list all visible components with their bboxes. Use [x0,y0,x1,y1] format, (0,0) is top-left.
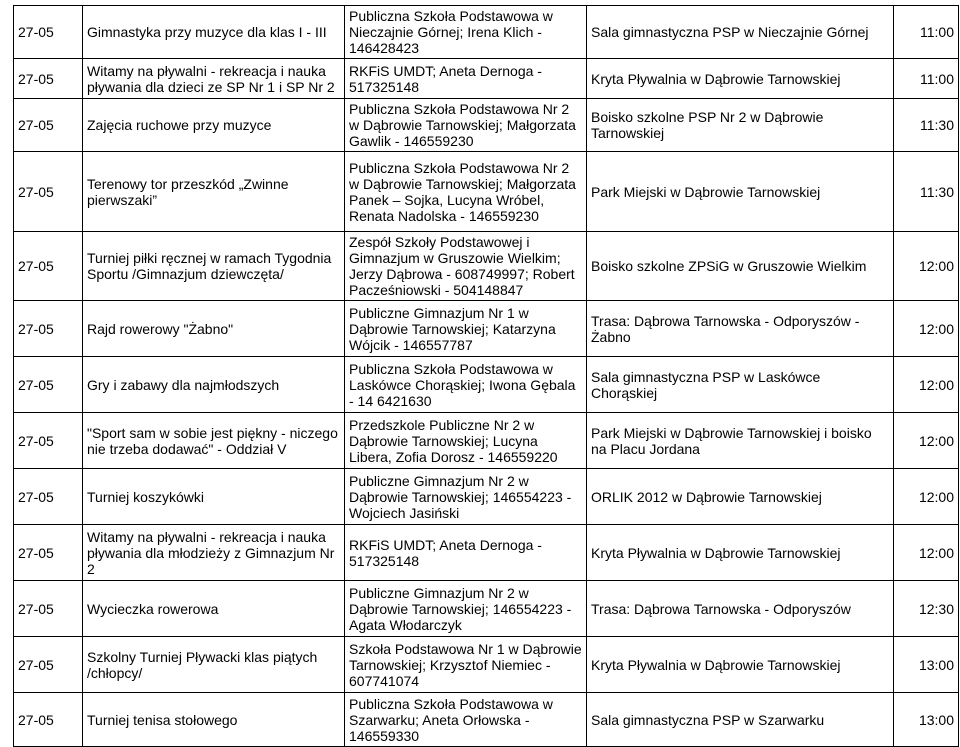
event-time: 12:00 [894,301,959,357]
event-organizer: Publiczna Szkoła Podstawowa Nr 2 w Dąbrowie Tarnowskiej; Małgorzata Panek – Sojka, Lucyna Wróbel, Renata Nadolska - 146559230 [345,152,587,232]
event-date: 27-05 [14,59,83,99]
event-date: 27-05 [14,413,83,469]
event-place: Boisko szkolne ZPSiG w Gruszowie Wielkim [587,232,894,301]
table-row [14,6,959,59]
event-time: 12:30 [894,581,959,637]
event-date: 27-05 [14,581,83,637]
event-organizer: Publiczne Gimnazjum Nr 2 w Dąbrowie Tarnowskiej; 146554223 - Agata Włodarczyk [345,581,587,637]
event-name: Turniej piłki ręcznej w ramach Tygodnia Sportu /Gimnazjum dziewczęta/ [83,232,345,301]
event-organizer: Publiczne Gimnazjum Nr 1 w Dąbrowie Tarnowskiej; Katarzyna Wójcik - 146557787 [345,301,587,357]
event-place: Park Miejski w Dąbrowie Tarnowskiej [587,152,894,232]
event-organizer: RKFiS UMDT; Aneta Dernoga - 517325148 [345,525,587,581]
table-row [14,637,959,693]
event-date: 27-05 [14,152,83,232]
table-row [14,413,959,469]
event-date: 27-05 [14,99,83,152]
table-row [14,693,959,747]
event-time: 11:00 [894,59,959,99]
event-name: Turniej tenisa stołowego [83,693,345,747]
table-row [14,152,959,232]
table-row [14,99,959,152]
event-place: Boisko szkolne PSP Nr 2 w Dąbrowie Tarnowskiej [587,99,894,152]
event-organizer: Zespół Szkoły Podstawowej i Gimnazjum w Gruszowie Wielkim; Jerzy Dąbrowa - 608749997; Robert Pacześniowski - 504148847 [345,232,587,301]
event-organizer: Publiczne Gimnazjum Nr 2 w Dąbrowie Tarnowskiej; 146554223 - Wojciech Jasiński [345,469,587,525]
table-row [14,301,959,357]
event-name: Turniej koszykówki [83,469,345,525]
event-time: 12:00 [894,525,959,581]
event-organizer: Publiczna Szkoła Podstawowa w Szarwarku; Aneta Orłowska - 146559330 [345,693,587,747]
event-organizer: Szkoła Podstawowa Nr 1 w Dąbrowie Tarnowskiej; Krzysztof Niemiec - 607741074 [345,637,587,693]
events-table [13,5,959,747]
event-place: ORLIK 2012 w Dąbrowie Tarnowskiej [587,469,894,525]
event-name: Zajęcia ruchowe przy muzyce [83,99,345,152]
event-place: Kryta Pływalnia w Dąbrowie Tarnowskiej [587,637,894,693]
event-place: Kryta Pływalnia w Dąbrowie Tarnowskiej [587,59,894,99]
event-place: Park Miejski w Dąbrowie Tarnowskiej i boisko na Placu Jordana [587,413,894,469]
event-organizer: Publiczna Szkoła Podstawowa w Laskówce Chorąskiej; Iwona Gębala - 14 6421630 [345,357,587,413]
event-name: Gry i zabawy dla najmłodszych [83,357,345,413]
event-time: 11:00 [894,6,959,59]
event-date: 27-05 [14,469,83,525]
event-time: 11:30 [894,99,959,152]
event-time: 11:30 [894,152,959,232]
event-time: 12:00 [894,357,959,413]
table-row [14,357,959,413]
event-name: "Sport sam w sobie jest piękny - niczego nie trzeba dodawać" - Oddział V [83,413,345,469]
table-row [14,525,959,581]
table-row [14,232,959,301]
event-name: Witamy na pływalni - rekreacja i nauka pływania dla młodzieży z Gimnazjum Nr 2 [83,525,345,581]
event-date: 27-05 [14,301,83,357]
event-place: Sala gimnastyczna PSP w Laskówce Chorąskiej [587,357,894,413]
table-row [14,59,959,99]
event-organizer: Publiczna Szkoła Podstawowa Nr 2 w Dąbrowie Tarnowskiej; Małgorzata Gawlik - 146559230 [345,99,587,152]
event-place: Sala gimnastyczna PSP w Szarwarku [587,693,894,747]
event-name: Gimnastyka przy muzyce dla klas I - III [83,6,345,59]
event-date: 27-05 [14,357,83,413]
event-time: 12:00 [894,232,959,301]
event-date: 27-05 [14,525,83,581]
event-name: Wycieczka rowerowa [83,581,345,637]
event-date: 27-05 [14,637,83,693]
event-time: 13:00 [894,693,959,747]
event-name: Terenowy tor przeszkód „Zwinne pierwszaki” [83,152,345,232]
table-row [14,469,959,525]
event-name: Szkolny Turniej Pływacki klas piątych /chłopcy/ [83,637,345,693]
event-organizer: Publiczna Szkoła Podstawowa w Nieczajnie Górnej; Irena Klich - 146428423 [345,6,587,59]
event-organizer: Przedszkole Publiczne Nr 2 w Dąbrowie Tarnowskiej; Lucyna Libera, Zofia Dorosz - 146559220 [345,413,587,469]
event-name: Witamy na pływalni - rekreacja i nauka pływania dla dzieci ze SP Nr 1 i SP Nr 2 [83,59,345,99]
event-time: 13:00 [894,637,959,693]
event-place: Trasa: Dąbrowa Tarnowska - Odporyszów - Żabno [587,301,894,357]
event-time: 12:00 [894,413,959,469]
table-row [14,581,959,637]
event-place: Kryta Pływalnia w Dąbrowie Tarnowskiej [587,525,894,581]
event-place: Sala gimnastyczna PSP w Nieczajnie Górnej [587,6,894,59]
event-name: Rajd rowerowy "Żabno" [83,301,345,357]
event-place: Trasa: Dąbrowa Tarnowska - Odporyszów [587,581,894,637]
event-date: 27-05 [14,232,83,301]
event-date: 27-05 [14,6,83,59]
event-date: 27-05 [14,693,83,747]
event-organizer: RKFiS UMDT; Aneta Dernoga - 517325148 [345,59,587,99]
event-time: 12:00 [894,469,959,525]
